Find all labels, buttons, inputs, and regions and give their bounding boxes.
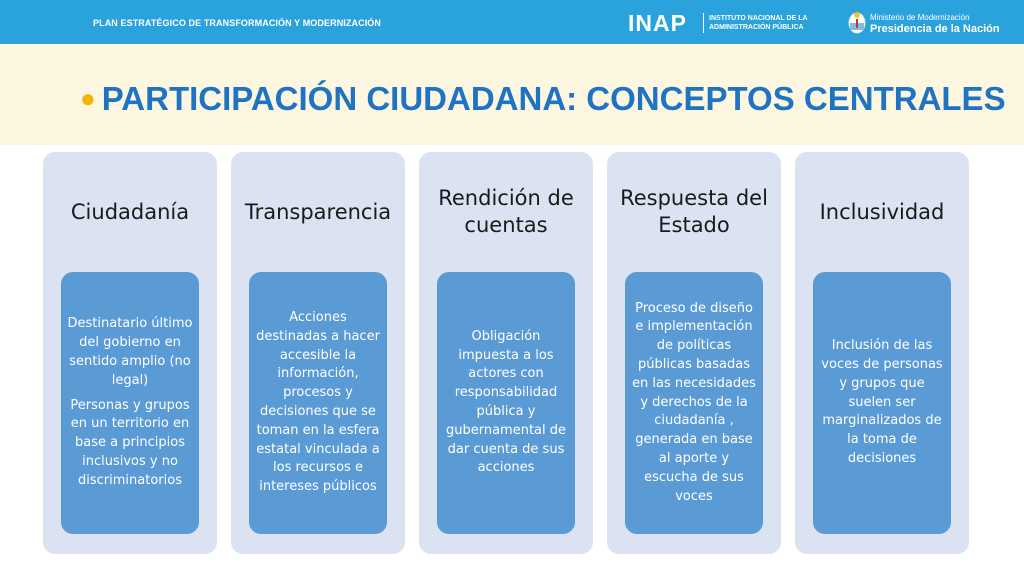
card-heading: Rendición de cuentas	[438, 186, 574, 237]
inap-logo: INAP	[628, 10, 687, 36]
page-title	[80, 80, 1006, 118]
header-bar	[0, 0, 1024, 44]
concept-card-inclusividad	[795, 152, 969, 554]
national-seal-icon	[847, 10, 867, 34]
plan-label: PLAN ESTRATÉGICO DE TRANSFORMACIÓN Y MODERNIZACIÓN	[93, 18, 382, 28]
card-heading: Respuesta del Estado	[620, 186, 768, 237]
page-title-text: PARTICIPACIÓN CIUDADANA: CONCEPTOS CENTRALES	[101, 80, 1006, 117]
concept-card-rendicion	[419, 152, 593, 554]
inap-line-2: ADMINISTRACIÓN PÚBLICA	[709, 24, 804, 31]
card-heading: Ciudadanía	[70, 199, 190, 224]
card-description	[813, 272, 951, 534]
card-heading: Inclusividad	[819, 199, 945, 224]
card-description-text: Proceso de diseño e implementación de políticas públicas basadas en las necesidades y derechos de la ciudadanía , generada en base al aporte y escucha de sus voces	[632, 300, 756, 504]
card-description	[625, 272, 763, 534]
ministerio-name: Ministerio de Modernización	[870, 13, 970, 22]
card-heading: Transparencia	[244, 199, 392, 224]
concept-card-transparencia	[231, 152, 405, 554]
concept-card-respuesta	[607, 152, 781, 554]
card-description	[61, 272, 199, 534]
card-description-text: Destinatario último del gobierno en sentido amplio (no legal)	[67, 316, 193, 388]
card-description	[249, 272, 387, 534]
presidencia-name: Presidencia de la Nación	[870, 23, 1000, 35]
bullet-icon: ●	[80, 83, 96, 113]
concept-card-ciudadania	[43, 152, 217, 554]
card-description	[437, 272, 575, 534]
ministerio-block	[870, 13, 1000, 35]
inap-institution-name	[709, 14, 849, 32]
card-description-text: Obligación impuesta a los actores con responsabilidad pública y gubernamental de dar cuenta de sus acciones	[445, 328, 567, 476]
inap-line-1: INSTITUTO NACIONAL DE LA	[709, 15, 808, 22]
card-description-text: Acciones destinadas a hacer accesible la información, procesos y decisiones que se toman en la esfera estatal vinculada a los recursos e intereses públicos	[256, 310, 380, 495]
card-description-text: Inclusión de las voces de personas y grupos que suelen ser marginalizados de la toma de decisiones	[821, 338, 943, 466]
logo-divider	[703, 13, 704, 33]
card-description-text: Personas y grupos en un territorio en base a principios inclusivos y no discriminatorios	[70, 397, 190, 488]
